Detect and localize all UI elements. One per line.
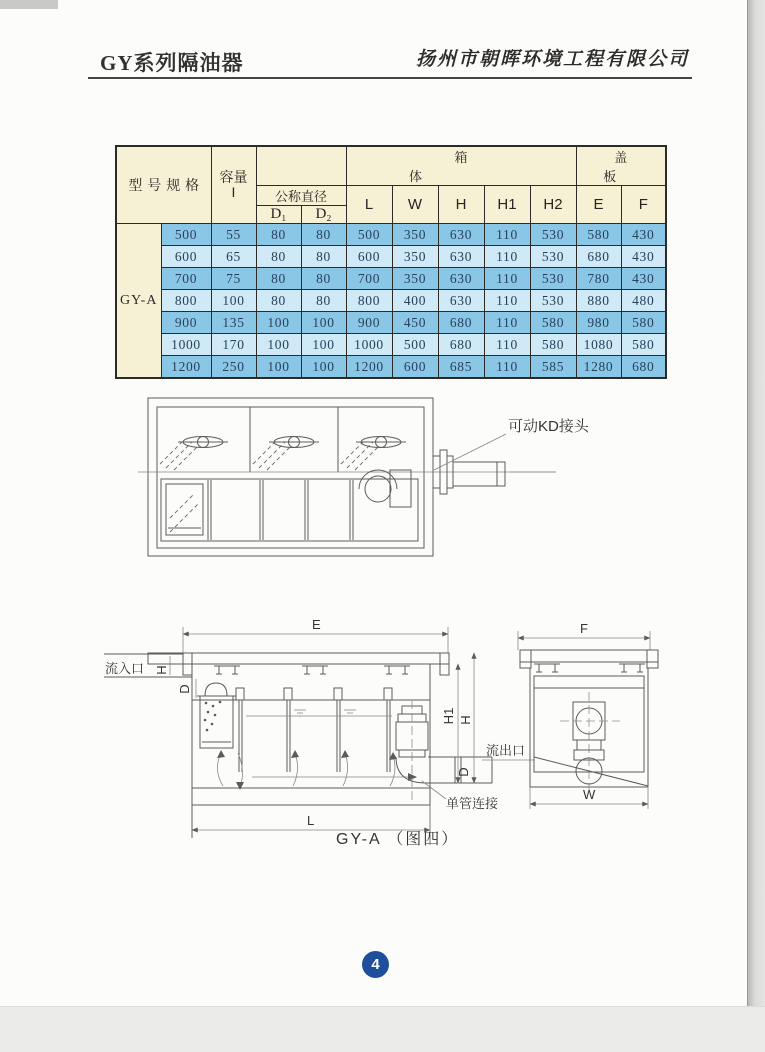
cell-l: 700 [346, 268, 392, 290]
cell-h2: 585 [530, 356, 576, 379]
model-group-label: GY-A [116, 224, 161, 379]
dim-label-h-left: H [154, 665, 169, 675]
kd-joint-label: 可动KD接头 [508, 418, 589, 435]
cell-model: 1000 [161, 334, 211, 356]
side-view-drawing [518, 621, 658, 809]
page-number-badge [362, 951, 389, 978]
page-number: 4 [371, 956, 380, 973]
cell-d2: 100 [301, 312, 346, 334]
cell-h: 630 [438, 268, 484, 290]
cell-h2: 580 [530, 312, 576, 334]
cell-d1: 100 [256, 312, 301, 334]
cell-l: 1200 [346, 356, 392, 379]
cell-model: 1200 [161, 356, 211, 379]
company-name: 扬州市朝晖环境工程有限公司 [415, 49, 689, 70]
kd-joint-leader-line [434, 434, 506, 470]
plan-view-drawing [138, 398, 590, 556]
cell-capacity: 135 [211, 312, 256, 334]
col-header-H1: H1 [484, 186, 530, 224]
cell-h2: 530 [530, 224, 576, 246]
col-header-H2: H2 [530, 186, 576, 224]
cell-d2: 80 [301, 290, 346, 312]
dim-label-e: E [312, 617, 321, 632]
cell-l: 1000 [346, 334, 392, 356]
cell-capacity: 55 [211, 224, 256, 246]
group-header-cover-plate: 盖板 [576, 146, 666, 186]
water-level-mark [294, 710, 356, 716]
cell-h: 630 [438, 290, 484, 312]
dim-label-w: W [583, 787, 596, 802]
cell-e: 680 [576, 246, 621, 268]
cell-d1: 100 [256, 334, 301, 356]
single-pipe-leader-line [422, 781, 446, 799]
cell-w: 350 [392, 224, 438, 246]
cell-model: 600 [161, 246, 211, 268]
cell-h: 630 [438, 246, 484, 268]
cell-h1: 110 [484, 290, 530, 312]
cell-h2: 530 [530, 290, 576, 312]
cell-w: 600 [392, 356, 438, 379]
cell-d1: 80 [256, 224, 301, 246]
cell-w: 450 [392, 312, 438, 334]
col-header-nominal-diameter: 公称直径 [256, 186, 346, 206]
dim-label-l: L [307, 813, 315, 828]
cell-e: 980 [576, 312, 621, 334]
cell-f: 430 [621, 224, 666, 246]
dim-label-h1: H1 [441, 707, 456, 725]
dim-label-h-right: H [458, 715, 473, 725]
cell-h1: 110 [484, 312, 530, 334]
col-header-L: L [346, 186, 392, 224]
cell-h: 685 [438, 356, 484, 379]
cell-capacity: 65 [211, 246, 256, 268]
cell-capacity: 100 [211, 290, 256, 312]
cell-e: 780 [576, 268, 621, 290]
dim-label-f: F [580, 621, 588, 636]
col-header-E: E [576, 186, 621, 224]
cell-h1: 110 [484, 268, 530, 290]
inlet-label: 流入口 [105, 661, 145, 676]
dim-label-d-outlet: D [456, 767, 471, 777]
col-header-model-spec: 型号规格 [116, 146, 211, 224]
cell-h: 680 [438, 334, 484, 356]
capacity-unit: I [231, 184, 236, 200]
cell-model: 500 [161, 224, 211, 246]
capacity-label: 容量 [219, 169, 248, 185]
cell-d2: 80 [301, 246, 346, 268]
cell-w: 400 [392, 290, 438, 312]
group-header-box-body: 箱体 [346, 146, 576, 186]
cell-l: 900 [346, 312, 392, 334]
page-title: GY系列隔油器 [100, 51, 244, 75]
single-pipe-label: 单管连接 [446, 796, 499, 811]
dim-label-d-left: D [177, 684, 192, 694]
col-header-D1: D₁ [256, 206, 301, 224]
col-header-H: H [438, 186, 484, 224]
cell-h1: 110 [484, 246, 530, 268]
cell-e: 580 [576, 224, 621, 246]
col-header-F: F [621, 186, 666, 224]
cell-d1: 100 [256, 356, 301, 379]
front-elevation-drawing [104, 617, 534, 845]
cell-h2: 530 [530, 246, 576, 268]
cell-f: 480 [621, 290, 666, 312]
cell-h: 680 [438, 312, 484, 334]
cell-f: 680 [621, 356, 666, 379]
cell-f: 580 [621, 334, 666, 356]
cell-d2: 80 [301, 224, 346, 246]
col-header-W: W [392, 186, 438, 224]
cell-d2: 100 [301, 356, 346, 379]
col-header-D2: D₂ [301, 206, 346, 224]
cell-f: 430 [621, 268, 666, 290]
cell-e: 880 [576, 290, 621, 312]
cell-e: 1280 [576, 356, 621, 379]
cell-model: 800 [161, 290, 211, 312]
cell-l: 600 [346, 246, 392, 268]
cell-model: 700 [161, 268, 211, 290]
cell-model: 900 [161, 312, 211, 334]
cell-h2: 580 [530, 334, 576, 356]
cell-d2: 80 [301, 268, 346, 290]
cell-f: 580 [621, 312, 666, 334]
cell-h: 630 [438, 224, 484, 246]
cell-d1: 80 [256, 268, 301, 290]
cell-e: 1080 [576, 334, 621, 356]
cell-capacity: 170 [211, 334, 256, 356]
cell-w: 500 [392, 334, 438, 356]
cell-l: 500 [346, 224, 392, 246]
cell-capacity: 75 [211, 268, 256, 290]
cell-d1: 80 [256, 290, 301, 312]
cell-w: 350 [392, 246, 438, 268]
cell-d1: 80 [256, 246, 301, 268]
basket-dots [204, 701, 222, 732]
cell-capacity: 250 [211, 356, 256, 379]
cell-l: 800 [346, 290, 392, 312]
cell-f: 430 [621, 246, 666, 268]
cell-d2: 100 [301, 334, 346, 356]
outlet-label: 流出口 [486, 743, 526, 758]
figure-caption: GY-A （图四） [336, 831, 460, 848]
cell-w: 350 [392, 268, 438, 290]
cell-h2: 530 [530, 268, 576, 290]
cell-h1: 110 [484, 224, 530, 246]
cell-h1: 110 [484, 334, 530, 356]
cell-h1: 110 [484, 356, 530, 379]
